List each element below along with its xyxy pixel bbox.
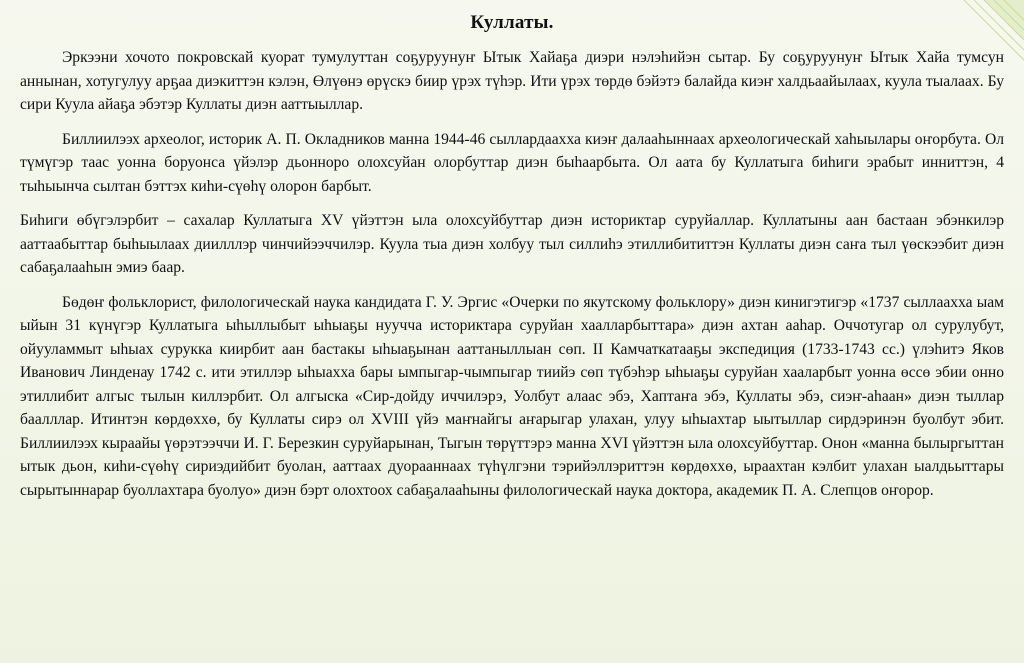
paragraph-1: Эркээни хочото покровскай куорат тумулуттан соҕуруунуҥ Ытык Хайаҕа диэри нэлэһийэн сытар. Бу соҕуруунуҥ Ытык Хайа тумсун аннынан, хотугулуу арҕаа диэкиттэн кэлэн, Өлүөнэ өрүскэ бииp үрэх түһэр. Ити үрэх төрдө бэйэтэ балайда киэҥ халдьаайылаах, куула тыалаах. Бу сири Куула айаҕа эбэтэр Куллаты диэн ааттыыллар. bbox=[20, 49, 1004, 113]
page-title: Куллаты. bbox=[470, 12, 554, 33]
paragraph-3: Биһиги өбүгэлэрбит – сахалар Куллатыга XV үйэттэн ыла олохсуйбуттар диэн историктар суруйаллар. Куллатыны аан бастаан эбэнкилэр ааттаабыттар быһыылаах диилллэр чинчийээччилэр. Куула тыа диэн холбуу тыл силлиһэ этиллибититтэн Куллаты диэн саҥа тыл үөскээбит диэн сабаҕалааһын эмиэ баар. bbox=[20, 212, 1004, 276]
document-body bbox=[20, 12, 1004, 513]
paragraph-4: Бөдөҥ фольклорист, филологическай наука кандидата Г. У. Эргис «Очерки по якутскому фольклору» диэн кинигэтигэр «1737 сыллаахха ыам ыйын 31 күнүгэр Куллатыга ыһыллыбыт ыһыаҕы нууччa историктара суруйан хаалларбыттара» диэн ахтан ааһар. Оччотугар ол сурулубут, ойууламмыт ыһыах сурукка киирбит аан бастакы ыһыаҕынан ааттаныллыан сөп. II Камчаткатааҕы экспедиция (1733-1743 сс.) үлэһитэ Яков Иванович Линденау 1742 с. ити этиллэр ыһыахха бары ымпыгар-чымпыгар тиийэ сөп түбэһэр ыһыаҕы суруйан хааларбыт уонна өссө эбии онно этиллибит алгыс тылын киллэрбит. Ол алгыска «Сир-дойду иччилэрэ, Уолбут алаас эбэ, Хаптаҥа эбэ, Куллаты эбэ, сиэҥ-аһаан» диэн тыллар баалллар. Итинтэн көрдөххө, бу Куллаты сирэ ол XVIII үйэ маҥнайгы аҥарыгар улахан, улуу ыһыахтар ыытыллар сирдэринэн буолбут эбит. Биллиилээх кыраайы үөрэтээччи И. Г. Березкин суруйарынан, Тыгын төрүттэрэ манна XVI үйэттэн ыла олохсуйбуттар. Онон «манна былыргыттан ытык дьон, киһи-сүөһү сириэдийбит буолан, ааттаах дуорааннаах түһүлгэни тэрийэллэриттэн көрдөххө, ыраахтан кэлбит улахан ыалдьыттары сырытыннарар буоллахтара буолуо» диэн бэрт олохтоох сабаҕалааһыны филологическай наука доктора, академик П. А. Слепцов оҥорор. bbox=[20, 293, 1004, 499]
paragraph-2: Биллиилээх археолог, историк А. П. Окладников манна 1944-46 сыллардаахха киэҥ далааһыннаах археологическай хаһыылары оҥорбута. Ол түмүгэр таас уонна боруонса үйэлэр дьонноро олохсуйан олорбуттар диэн быһаарбыта. Ол аата бу Куллатыга биһиги эрабыт инниттэн, 4 тыһыынча сылтан бэттэх киһи-сүөһү олорон барбыт. bbox=[20, 130, 1004, 195]
